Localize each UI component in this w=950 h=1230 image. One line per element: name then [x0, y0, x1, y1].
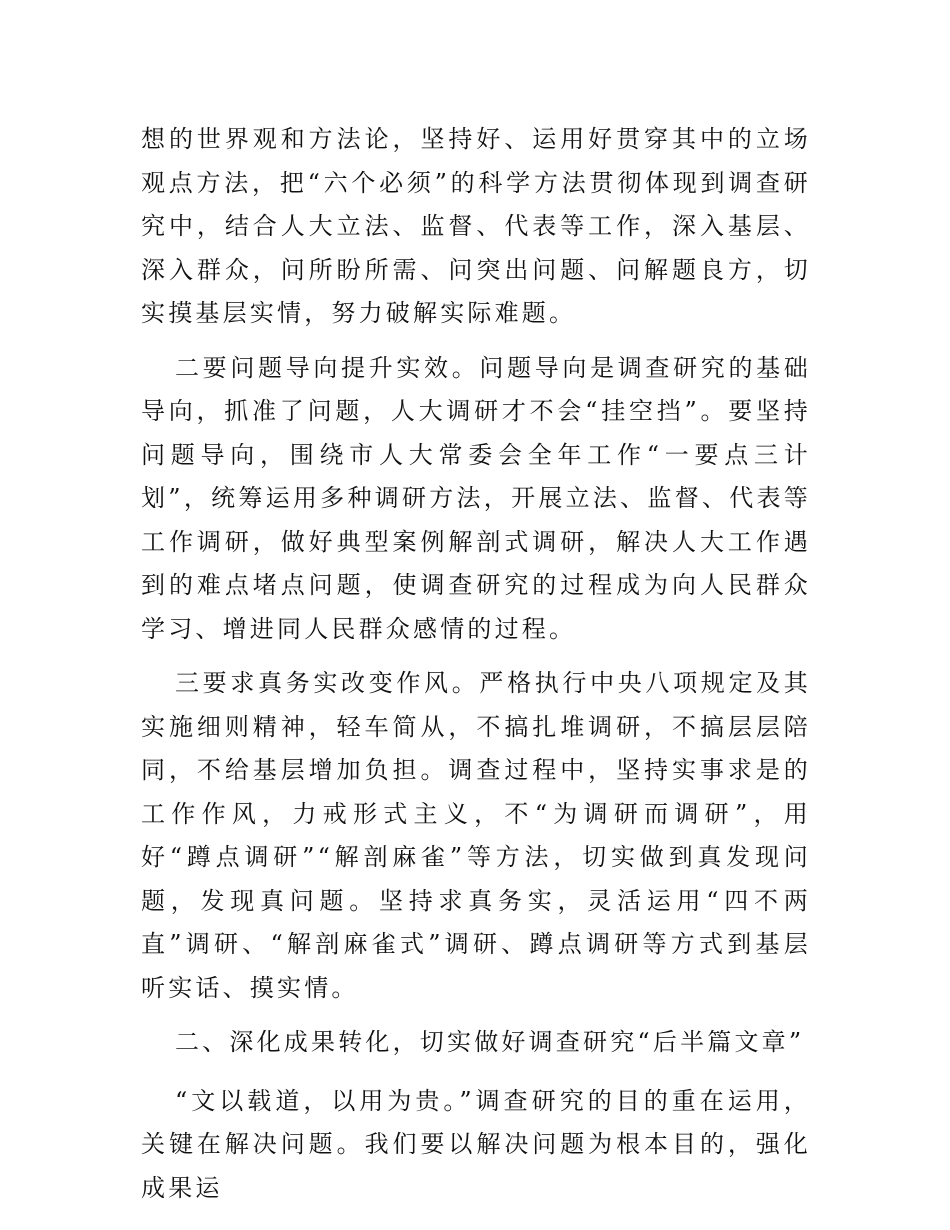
paragraph-continuation: 想的世界观和方法论，坚持好、运用好贯穿其中的立场观点方法，把“六个必须”的科学方法贯彻体现到调查研究中，结合人大立法、监督、代表等工作，深入基层、深入群众，问所盼所需、问突出问题、问解题良方，切实摸基层实情，努力破解实际难题。 — [141, 125, 811, 327]
section-heading: 二、深化成果转化，切实做好调查研究“后半篇文章” — [175, 1028, 805, 1056]
document-body — [141, 118, 811, 1221]
paragraph-results-application: “文以载道，以用为贵。”调查研究的目的重在运用，关键在解决问题。我们要以解决问题为根本目的，强化成果运 — [141, 1086, 811, 1202]
paragraph-pragmatic-style: 三要求真务实改变作风。严格执行中央八项规定及其实施细则精神，轻车简从，不搞扎堆调研，不搞层层陪同，不给基层增加负担。调查过程中，坚持实事求是的工作作风，力戒形式主义，不“为调研而调研”，用好“蹲点调研”“解剖麻雀”等方法，切实做到真发现问题，发现真问题。坚持求真务实，灵活运用“四不两直”调研、“解剖麻雀式”调研、蹲点调研等方式到基层听实话、摸实情。 — [141, 669, 811, 1002]
paragraph-problem-oriented: 二要问题导向提升实效。问题导向是调查研究的基础导向，抓准了问题，人大调研才不会“挂空挡”。要坚持问题导向，围绕市人大常委会全年工作“一要点三计划”，统筹运用多种调研方法，开展立法、监督、代表等工作调研，做好典型案例解剖式调研，解决人大工作遇到的难点堵点问题，使调查研究的过程成为向人民群众学习、增进同人民群众感情的过程。 — [141, 353, 811, 643]
